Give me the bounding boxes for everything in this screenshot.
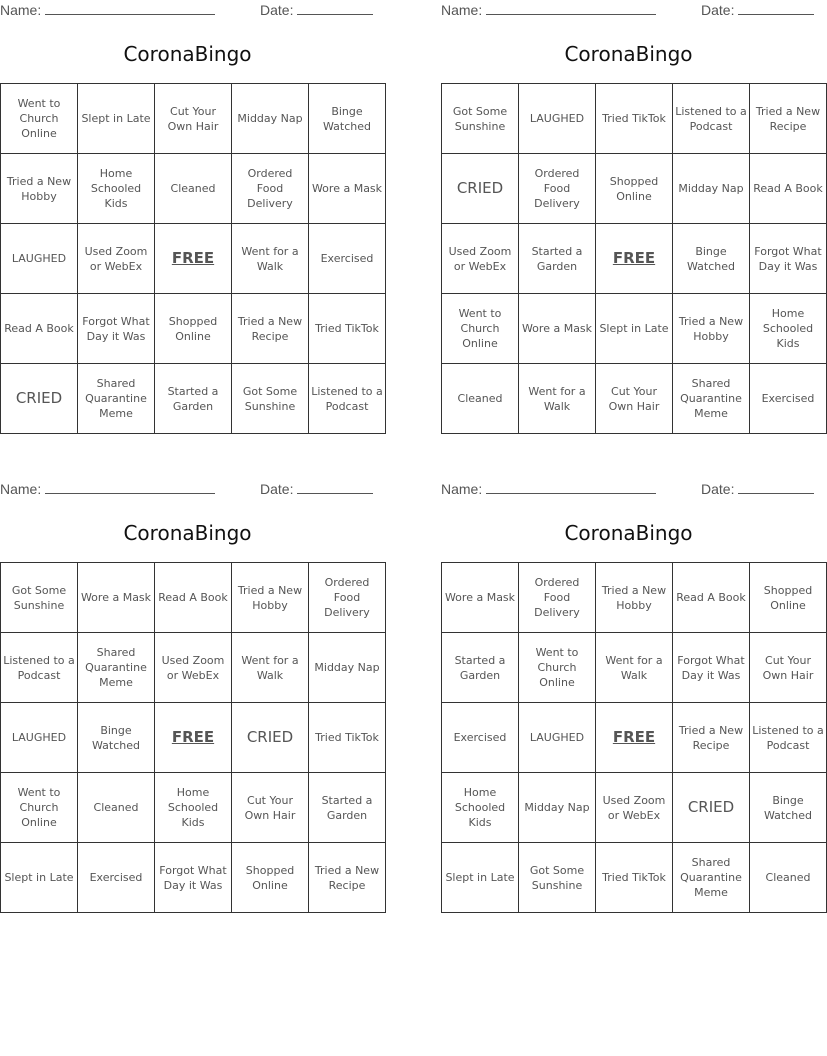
bingo-row [442,633,827,703]
bingo-cell[interactable]: Home Schooled Kids [78,154,155,224]
bingo-cell[interactable]: CRIED [1,364,78,434]
bingo-card-4 [441,479,824,919]
bingo-cell[interactable]: Tried a New Recipe [232,294,309,364]
bingo-grid [441,83,827,434]
date-blank-line[interactable] [738,2,814,15]
bingo-cell[interactable]: Went to Church Online [519,633,596,703]
card-title: CoronaBingo [564,521,693,545]
free-space-cell[interactable]: FREE [596,703,673,773]
bingo-cell[interactable]: LAUGHED [519,703,596,773]
bingo-cell[interactable]: Started a Garden [442,633,519,703]
bingo-cell[interactable]: Shared Quarantine Meme [673,364,750,434]
bingo-cell[interactable]: CRIED [232,703,309,773]
bingo-cell[interactable]: Slept in Late [78,84,155,154]
bingo-row [442,154,827,224]
name-label: Name: [441,2,483,18]
card-title: CoronaBingo [123,521,252,545]
bingo-grid [0,83,386,434]
date-field[interactable] [260,481,373,497]
card-header [0,2,375,20]
bingo-cell[interactable]: Slept in Late [596,294,673,364]
name-field[interactable] [0,2,215,18]
bingo-cell[interactable]: Shopped Online [596,154,673,224]
bingo-cell[interactable]: LAUGHED [519,84,596,154]
bingo-cell[interactable]: Used Zoom or WebEx [596,773,673,843]
bingo-cell[interactable]: Slept in Late [442,843,519,913]
bingo-row [1,773,386,843]
card-header [441,481,816,499]
name-field[interactable] [0,481,215,497]
bingo-cell[interactable]: Tried a New Recipe [309,843,386,913]
bingo-cell[interactable]: Exercised [442,703,519,773]
bingo-cell[interactable]: Started a Garden [155,364,232,434]
bingo-cell[interactable]: Listened to a Podcast [673,84,750,154]
date-label: Date: [701,481,735,497]
card-header [441,2,816,20]
bingo-cell[interactable]: Shopped Online [750,563,827,633]
bingo-cell[interactable]: Exercised [309,224,386,294]
bingo-row [1,633,386,703]
bingo-cell[interactable]: Got Some Sunshine [519,843,596,913]
bingo-cell[interactable]: Got Some Sunshine [1,563,78,633]
bingo-cell[interactable]: Got Some Sunshine [442,84,519,154]
bingo-cell[interactable]: Wore a Mask [442,563,519,633]
bingo-cell[interactable]: Cut Your Own Hair [596,364,673,434]
name-label: Name: [0,2,42,18]
date-field[interactable] [701,481,814,497]
name-blank-line[interactable] [486,2,656,15]
bingo-cell[interactable]: Tried TikTok [309,294,386,364]
bingo-cell[interactable]: Home Schooled Kids [442,773,519,843]
bingo-cell[interactable]: Wore a Mask [519,294,596,364]
free-space-cell[interactable]: FREE [155,703,232,773]
bingo-cell[interactable]: Midday Nap [673,154,750,224]
bingo-cell[interactable]: Cut Your Own Hair [155,84,232,154]
bingo-cell[interactable]: Shared Quarantine Meme [78,633,155,703]
bingo-row [1,294,386,364]
bingo-cell[interactable]: Got Some Sunshine [232,364,309,434]
bingo-row [442,364,827,434]
free-space-cell[interactable]: FREE [596,224,673,294]
bingo-cell[interactable]: LAUGHED [1,224,78,294]
bingo-cell[interactable]: LAUGHED [1,703,78,773]
bingo-cell[interactable]: Forgot What Day it Was [155,843,232,913]
bingo-cell[interactable]: Binge Watched [673,224,750,294]
bingo-cell[interactable]: Home Schooled Kids [155,773,232,843]
bingo-cell[interactable]: Midday Nap [232,84,309,154]
date-blank-line[interactable] [297,2,373,15]
bingo-cell[interactable]: Binge Watched [78,703,155,773]
bingo-cell[interactable]: Exercised [78,843,155,913]
bingo-cell[interactable]: Went for a Walk [232,633,309,703]
bingo-cell[interactable]: Started a Garden [309,773,386,843]
bingo-cell[interactable]: Shopped Online [155,294,232,364]
bingo-cell[interactable]: Cut Your Own Hair [750,633,827,703]
bingo-cell[interactable]: Forgot What Day it Was [750,224,827,294]
bingo-row [1,843,386,913]
bingo-cell[interactable]: Went to Church Online [1,773,78,843]
bingo-card-3 [0,479,380,919]
bingo-row [442,84,827,154]
bingo-cell[interactable]: Read A Book [155,563,232,633]
name-label: Name: [0,481,42,497]
bingo-cell[interactable]: Tried a New Hobby [1,154,78,224]
bingo-cell[interactable]: Ordered Food Delivery [519,563,596,633]
bingo-row [442,843,827,913]
bingo-cell[interactable]: Wore a Mask [309,154,386,224]
bingo-cell[interactable]: Cleaned [155,154,232,224]
bingo-cell[interactable]: Read A Book [673,563,750,633]
bingo-cell[interactable]: Listened to a Podcast [309,364,386,434]
date-blank-line[interactable] [738,481,814,494]
bingo-row [442,773,827,843]
bingo-row [442,563,827,633]
bingo-card-1 [0,0,383,440]
bingo-row [1,563,386,633]
bingo-cell[interactable]: Binge Watched [750,773,827,843]
bingo-cell[interactable]: Cleaned [750,843,827,913]
bingo-cell[interactable]: Home Schooled Kids [750,294,827,364]
bingo-cell[interactable]: Used Zoom or WebEx [442,224,519,294]
bingo-cell[interactable]: Went to Church Online [1,84,78,154]
bingo-card-2 [441,0,823,440]
bingo-cell[interactable]: Listened to a Podcast [1,633,78,703]
bingo-cell[interactable]: Cleaned [442,364,519,434]
bingo-cell[interactable]: Tried a New Recipe [673,703,750,773]
bingo-grid [0,562,386,913]
bingo-cell[interactable]: Used Zoom or WebEx [155,633,232,703]
bingo-cell[interactable]: Tried TikTok [596,843,673,913]
bingo-grid [441,562,827,913]
bingo-cell[interactable]: Read A Book [1,294,78,364]
bingo-cell[interactable]: Tried TikTok [309,703,386,773]
bingo-cell[interactable]: Ordered Food Delivery [309,563,386,633]
bingo-cell[interactable]: Slept in Late [1,843,78,913]
name-blank-line[interactable] [45,2,215,15]
bingo-cell[interactable]: Exercised [750,364,827,434]
bingo-cell[interactable]: Binge Watched [309,84,386,154]
free-space-cell[interactable]: FREE [155,224,232,294]
bingo-row [1,84,386,154]
bingo-cell[interactable]: Shared Quarantine Meme [673,843,750,913]
bingo-cell[interactable]: Ordered Food Delivery [232,154,309,224]
bingo-cell[interactable]: Tried a New Recipe [750,84,827,154]
bingo-cell[interactable]: Shared Quarantine Meme [78,364,155,434]
date-blank-line[interactable] [297,481,373,494]
date-label: Date: [260,481,294,497]
bingo-cell[interactable]: Tried a New Hobby [673,294,750,364]
bingo-cell[interactable]: Started a Garden [519,224,596,294]
bingo-cell[interactable]: Used Zoom or WebEx [78,224,155,294]
bingo-cell[interactable]: Went for a Walk [232,224,309,294]
bingo-cell[interactable]: Tried TikTok [596,84,673,154]
bingo-cell[interactable]: Forgot What Day it Was [78,294,155,364]
bingo-cell[interactable]: Shopped Online [232,843,309,913]
bingo-cell[interactable]: Cut Your Own Hair [232,773,309,843]
date-label: Date: [260,2,294,18]
bingo-row [442,703,827,773]
date-field[interactable] [260,2,373,18]
card-header [0,481,375,499]
name-blank-line[interactable] [486,481,656,494]
date-label: Date: [701,2,735,18]
bingo-cell[interactable]: CRIED [673,773,750,843]
bingo-cell[interactable]: Listened to a Podcast [750,703,827,773]
bingo-cell[interactable]: Tried a New Hobby [596,563,673,633]
name-field[interactable] [441,2,656,18]
bingo-cell[interactable]: Midday Nap [519,773,596,843]
bingo-cell[interactable]: Midday Nap [309,633,386,703]
bingo-cell[interactable]: Read A Book [750,154,827,224]
bingo-cell[interactable]: CRIED [442,154,519,224]
bingo-row [1,224,386,294]
bingo-cell[interactable]: Ordered Food Delivery [519,154,596,224]
bingo-cell[interactable]: Went for a Walk [596,633,673,703]
bingo-cell[interactable]: Forgot What Day it Was [673,633,750,703]
bingo-cell[interactable]: Went for a Walk [519,364,596,434]
name-label: Name: [441,481,483,497]
bingo-cell[interactable]: Cleaned [78,773,155,843]
bingo-row [1,154,386,224]
bingo-row [442,224,827,294]
bingo-cell[interactable]: Went to Church Online [442,294,519,364]
card-title: CoronaBingo [564,42,693,66]
bingo-cell[interactable]: Wore a Mask [78,563,155,633]
bingo-row [1,364,386,434]
card-title: CoronaBingo [123,42,252,66]
name-field[interactable] [441,481,656,497]
name-blank-line[interactable] [45,481,215,494]
bingo-cell[interactable]: Tried a New Hobby [232,563,309,633]
date-field[interactable] [701,2,814,18]
bingo-row [442,294,827,364]
bingo-row [1,703,386,773]
